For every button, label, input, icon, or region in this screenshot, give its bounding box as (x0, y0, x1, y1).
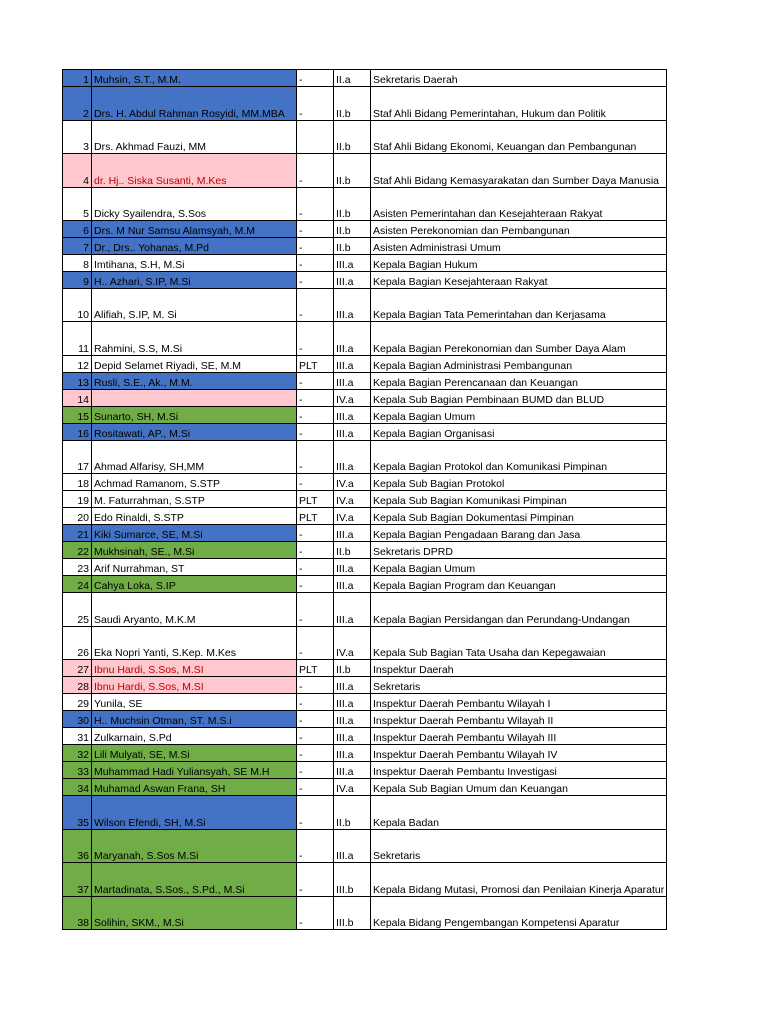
plt-cell[interactable]: - (297, 745, 334, 762)
row-number-cell[interactable]: 34 (63, 779, 92, 796)
golongan-cell[interactable]: III.a (334, 762, 371, 779)
jabatan-cell[interactable]: Kepala Sub Bagian Pembinaan BUMD dan BLUD (371, 390, 667, 407)
golongan-cell[interactable]: II.b (334, 188, 371, 221)
plt-cell[interactable] (297, 121, 334, 154)
row-number-cell[interactable]: 8 (63, 255, 92, 272)
row-number-cell[interactable]: 2 (63, 87, 92, 121)
golongan-cell[interactable]: II.b (334, 238, 371, 255)
table-row (63, 255, 667, 272)
golongan-cell[interactable]: IV.a (334, 390, 371, 407)
name-cell[interactable]: Depid Selamet Riyadi, SE, M.M (92, 356, 297, 373)
table-row (63, 424, 667, 441)
name-cell[interactable]: Sunarto, SH, M.Si (92, 407, 297, 424)
golongan-cell[interactable]: II.b (334, 660, 371, 677)
table-row (63, 508, 667, 525)
jabatan-cell[interactable]: Asisten Perekonomian dan Pembangunan (371, 221, 667, 238)
plt-cell[interactable]: - (297, 322, 334, 356)
plt-cell[interactable]: - (297, 373, 334, 390)
jabatan-cell[interactable]: Kepala Bagian Protokol dan Komunikasi Pimpinan (371, 441, 667, 474)
golongan-cell[interactable]: II.b (334, 221, 371, 238)
table-row (63, 188, 667, 221)
golongan-cell[interactable]: III.a (334, 559, 371, 576)
table-row (63, 491, 667, 508)
jabatan-cell[interactable]: Kepala Bagian Umum (371, 559, 667, 576)
table-row (63, 728, 667, 745)
golongan-cell[interactable]: III.a (334, 255, 371, 272)
name-cell[interactable]: Yunila, SE (92, 694, 297, 711)
row-number-cell[interactable]: 24 (63, 576, 92, 593)
table-row (63, 272, 667, 289)
name-cell[interactable]: Ibnu Hardi, S.Sos, M.SI (92, 660, 297, 677)
row-number-cell[interactable]: 10 (63, 289, 92, 322)
name-cell[interactable]: Kiki Sumarce, SE, M.Si (92, 525, 297, 542)
table-row (63, 221, 667, 238)
name-cell[interactable]: Edo Rinaldi, S.STP (92, 508, 297, 525)
table-row (63, 154, 667, 188)
jabatan-cell[interactable]: Kepala Sub Bagian Komunikasi Pimpinan (371, 491, 667, 508)
plt-cell[interactable]: PLT (297, 356, 334, 373)
row-number-cell[interactable]: 11 (63, 322, 92, 356)
plt-cell[interactable]: - (297, 87, 334, 121)
jabatan-cell[interactable]: Inspektur Daerah Pembantu Wilayah III (371, 728, 667, 745)
golongan-cell[interactable]: II.b (334, 121, 371, 154)
table-row (63, 238, 667, 255)
jabatan-cell[interactable]: Inspektur Daerah (371, 660, 667, 677)
name-cell[interactable]: Dr., Drs.. Yohanas, M.Pd (92, 238, 297, 255)
jabatan-cell[interactable]: Staf Ahli Bidang Ekonomi, Keuangan dan Pembangunan (371, 121, 667, 154)
row-number-cell[interactable]: 37 (63, 863, 92, 897)
plt-cell[interactable]: - (297, 289, 334, 322)
golongan-cell[interactable]: III.a (334, 373, 371, 390)
golongan-cell[interactable]: III.a (334, 576, 371, 593)
plt-cell[interactable]: - (297, 407, 334, 424)
jabatan-cell[interactable]: Inspektur Daerah Pembantu Wilayah IV (371, 745, 667, 762)
row-number-cell[interactable]: 22 (63, 542, 92, 559)
jabatan-cell[interactable]: Kepala Bagian Program dan Keuangan (371, 576, 667, 593)
name-cell[interactable]: M. Faturrahman, S.STP (92, 491, 297, 508)
golongan-cell[interactable]: IV.a (334, 779, 371, 796)
table-row (63, 356, 667, 373)
golongan-cell[interactable]: II.b (334, 87, 371, 121)
jabatan-cell[interactable]: Kepala Bagian Pengadaan Barang dan Jasa (371, 525, 667, 542)
golongan-cell[interactable]: III.a (334, 289, 371, 322)
name-cell[interactable]: Solihin, SKM., M.Si (92, 897, 297, 930)
plt-cell[interactable]: - (297, 154, 334, 188)
plt-cell[interactable]: PLT (297, 508, 334, 525)
plt-cell[interactable]: PLT (297, 660, 334, 677)
plt-cell[interactable]: PLT (297, 491, 334, 508)
jabatan-cell[interactable]: Kepala Bagian Organisasi (371, 424, 667, 441)
plt-cell[interactable]: - (297, 593, 334, 627)
name-cell[interactable]: Muhsin, S.T., M.M. (92, 70, 297, 87)
row-number-cell[interactable]: 23 (63, 559, 92, 576)
golongan-cell[interactable]: III.a (334, 830, 371, 863)
plt-cell[interactable]: - (297, 70, 334, 87)
plt-cell[interactable]: - (297, 728, 334, 745)
plt-cell[interactable]: - (297, 830, 334, 863)
name-cell[interactable]: Rositawati, AP., M.Si (92, 424, 297, 441)
name-cell[interactable]: Wilson Efendi, SH, M.Si (92, 796, 297, 830)
table-row (63, 559, 667, 576)
golongan-cell[interactable]: III.a (334, 407, 371, 424)
row-number-cell[interactable]: 32 (63, 745, 92, 762)
name-cell[interactable]: Muhamad Aswan Frana, SH (92, 779, 297, 796)
plt-cell[interactable]: - (297, 474, 334, 491)
row-number-cell[interactable]: 18 (63, 474, 92, 491)
row-number-cell[interactable]: 13 (63, 373, 92, 390)
spreadsheet-table (62, 69, 667, 930)
golongan-cell[interactable]: II.b (334, 154, 371, 188)
row-number-cell[interactable]: 35 (63, 796, 92, 830)
jabatan-cell[interactable]: Kepala Bagian Umum (371, 407, 667, 424)
jabatan-cell[interactable]: Sekretaris (371, 677, 667, 694)
jabatan-cell[interactable]: Inspektur Daerah Pembantu Wilayah I (371, 694, 667, 711)
row-number-cell[interactable]: 20 (63, 508, 92, 525)
row-number-cell[interactable]: 36 (63, 830, 92, 863)
jabatan-cell[interactable]: Kepala Bidang Mutasi, Promosi dan Penilaian Kinerja Aparatur (371, 863, 667, 897)
golongan-cell[interactable]: III.a (334, 593, 371, 627)
plt-cell[interactable]: - (297, 762, 334, 779)
table-row (63, 525, 667, 542)
table-row (63, 711, 667, 728)
golongan-cell[interactable]: III.a (334, 711, 371, 728)
spreadsheet-body (63, 70, 667, 930)
table-row (63, 660, 667, 677)
jabatan-cell[interactable]: Kepala Bidang Pengembangan Kompetensi Aparatur (371, 897, 667, 930)
row-number-cell[interactable]: 19 (63, 491, 92, 508)
name-cell[interactable]: Arif Nurrahman, ST (92, 559, 297, 576)
jabatan-cell[interactable]: Inspektur Daerah Pembantu Wilayah II (371, 711, 667, 728)
golongan-cell[interactable]: IV.a (334, 491, 371, 508)
row-number-cell[interactable]: 4 (63, 154, 92, 188)
jabatan-cell[interactable]: Sekretaris DPRD (371, 542, 667, 559)
name-cell[interactable]: Mukhsinah, SE., M.Si (92, 542, 297, 559)
table-row (63, 474, 667, 491)
row-number-cell[interactable]: 9 (63, 272, 92, 289)
name-cell[interactable]: Ahmad Alfarisy, SH,MM (92, 441, 297, 474)
row-number-cell[interactable]: 31 (63, 728, 92, 745)
table-row (63, 762, 667, 779)
row-number-cell[interactable]: 12 (63, 356, 92, 373)
row-number-cell[interactable]: 17 (63, 441, 92, 474)
plt-cell[interactable]: - (297, 694, 334, 711)
golongan-cell[interactable]: II.b (334, 542, 371, 559)
plt-cell[interactable]: - (297, 711, 334, 728)
jabatan-cell[interactable]: Kepala Bagian Perekonomian dan Sumber Daya Alam (371, 322, 667, 356)
row-number-cell[interactable]: 1 (63, 70, 92, 87)
jabatan-cell[interactable]: Kepala Bagian Persidangan dan Perundang-Undangan (371, 593, 667, 627)
name-cell[interactable]: Zulkarnain, S.Pd (92, 728, 297, 745)
row-number-cell[interactable]: 27 (63, 660, 92, 677)
plt-cell[interactable]: - (297, 863, 334, 897)
table-row (63, 121, 667, 154)
table-row (63, 830, 667, 863)
name-cell[interactable]: Ibnu Hardi, S.Sos, M.SI (92, 677, 297, 694)
row-number-cell[interactable]: 21 (63, 525, 92, 542)
table-row (63, 390, 667, 407)
golongan-cell[interactable]: III.b (334, 863, 371, 897)
jabatan-cell[interactable]: Kepala Sub Bagian Tata Usaha dan Kepegawaian (371, 627, 667, 660)
table-row (63, 441, 667, 474)
row-number-cell[interactable]: 7 (63, 238, 92, 255)
name-cell[interactable]: Alifiah, S.IP, M. Si (92, 289, 297, 322)
plt-cell[interactable]: - (297, 188, 334, 221)
plt-cell[interactable]: - (297, 390, 334, 407)
plt-cell[interactable]: - (297, 897, 334, 930)
row-number-cell[interactable]: 16 (63, 424, 92, 441)
name-cell[interactable]: Maryanah, S.Sos M.Si (92, 830, 297, 863)
jabatan-cell[interactable]: Kepala Sub Bagian Dokumentasi Pimpinan (371, 508, 667, 525)
name-cell[interactable]: Muhammad Hadi Yuliansyah, SE M.H (92, 762, 297, 779)
row-number-cell[interactable]: 38 (63, 897, 92, 930)
plt-cell[interactable]: - (297, 272, 334, 289)
golongan-cell[interactable]: IV.a (334, 627, 371, 660)
golongan-cell[interactable]: III.b (334, 897, 371, 930)
name-cell[interactable]: Drs. Akhmad Fauzi, MM (92, 121, 297, 154)
plt-cell[interactable]: - (297, 677, 334, 694)
jabatan-cell[interactable]: Kepala Bagian Administrasi Pembangunan (371, 356, 667, 373)
plt-cell[interactable]: - (297, 424, 334, 441)
plt-cell[interactable]: - (297, 255, 334, 272)
row-number-cell[interactable]: 3 (63, 121, 92, 154)
golongan-cell[interactable]: III.a (334, 272, 371, 289)
name-cell[interactable]: H.. Muchsin Otman, ST. M.S.i (92, 711, 297, 728)
jabatan-cell[interactable]: Asisten Administrasi Umum (371, 238, 667, 255)
table-row (63, 407, 667, 424)
table-row (63, 70, 667, 87)
row-number-cell[interactable]: 5 (63, 188, 92, 221)
golongan-cell[interactable]: II.a (334, 70, 371, 87)
jabatan-cell[interactable]: Kepala Bagian Hukum (371, 255, 667, 272)
jabatan-cell[interactable]: Kepala Sub Bagian Protokol (371, 474, 667, 491)
row-number-cell[interactable]: 6 (63, 221, 92, 238)
table-row (63, 289, 667, 322)
table-row (63, 322, 667, 356)
jabatan-cell[interactable]: Sekretaris Daerah (371, 70, 667, 87)
row-number-cell[interactable]: 25 (63, 593, 92, 627)
golongan-cell[interactable]: IV.a (334, 508, 371, 525)
name-cell[interactable]: Martadinata, S.Sos., S.Pd., M.Si (92, 863, 297, 897)
golongan-cell[interactable]: III.a (334, 728, 371, 745)
row-number-cell[interactable]: 30 (63, 711, 92, 728)
row-number-cell[interactable]: 26 (63, 627, 92, 660)
table-row (63, 863, 667, 897)
name-cell[interactable]: Eka Nopri Yanti, S.Kep. M.Kes (92, 627, 297, 660)
golongan-cell[interactable]: III.a (334, 525, 371, 542)
plt-cell[interactable]: - (297, 441, 334, 474)
plt-cell[interactable]: - (297, 779, 334, 796)
table-row (63, 373, 667, 390)
golongan-cell[interactable]: IV.a (334, 474, 371, 491)
jabatan-cell[interactable]: Staf Ahli Bidang Pemerintahan, Hukum dan Politik (371, 87, 667, 121)
name-cell[interactable]: H.. Azhari, S.IP, M.Si (92, 272, 297, 289)
jabatan-cell[interactable]: Kepala Bagian Perencanaan dan Keuangan (371, 373, 667, 390)
row-number-cell[interactable]: 29 (63, 694, 92, 711)
name-cell[interactable]: Imtihana, S.H, M.Si (92, 255, 297, 272)
golongan-cell[interactable]: III.a (334, 745, 371, 762)
name-cell[interactable]: Rahmini, S.S, M.Si (92, 322, 297, 356)
plt-cell[interactable]: - (297, 559, 334, 576)
golongan-cell[interactable]: III.a (334, 424, 371, 441)
golongan-cell[interactable]: III.a (334, 322, 371, 356)
plt-cell[interactable]: - (297, 525, 334, 542)
table-row (63, 87, 667, 121)
row-number-cell[interactable]: 28 (63, 677, 92, 694)
plt-cell[interactable]: - (297, 576, 334, 593)
jabatan-cell[interactable]: Asisten Pemerintahan dan Kesejahteraan Rakyat (371, 188, 667, 221)
name-cell[interactable]: dr. Hj.. Siska Susanti, M.Kes (92, 154, 297, 188)
table-row (63, 593, 667, 627)
row-number-cell[interactable]: 33 (63, 762, 92, 779)
golongan-cell[interactable]: III.a (334, 441, 371, 474)
table-row (63, 779, 667, 796)
row-number-cell[interactable]: 14 (63, 390, 92, 407)
jabatan-cell[interactable]: Kepala Bagian Tata Pemerintahan dan Kerjasama (371, 289, 667, 322)
table-row (63, 677, 667, 694)
jabatan-cell[interactable]: Staf Ahli Bidang Kemasyarakatan dan Sumber Daya Manusia (371, 154, 667, 188)
jabatan-cell[interactable]: Inspektur Daerah Pembantu Investigasi (371, 762, 667, 779)
row-number-cell[interactable]: 15 (63, 407, 92, 424)
name-cell[interactable]: Drs. H. Abdul Rahman Rosyidi, MM.MBA (92, 87, 297, 121)
jabatan-cell[interactable]: Kepala Sub Bagian Umum dan Keuangan (371, 779, 667, 796)
plt-cell[interactable]: - (297, 627, 334, 660)
name-cell[interactable] (92, 390, 297, 407)
plt-cell[interactable]: - (297, 238, 334, 255)
table-row (63, 542, 667, 559)
name-cell[interactable]: Drs. M Nur Samsu Alamsyah, M.M (92, 221, 297, 238)
plt-cell[interactable]: - (297, 796, 334, 830)
jabatan-cell[interactable]: Kepala Bagian Kesejahteraan Rakyat (371, 272, 667, 289)
golongan-cell[interactable]: III.a (334, 677, 371, 694)
table-row (63, 897, 667, 930)
name-cell[interactable]: Rusli, S.E., Ak., M.M. (92, 373, 297, 390)
plt-cell[interactable]: - (297, 542, 334, 559)
golongan-cell[interactable]: III.a (334, 356, 371, 373)
table-row (63, 745, 667, 762)
jabatan-cell[interactable]: Kepala Badan (371, 796, 667, 830)
name-cell[interactable]: Dicky Syailendra, S.Sos (92, 188, 297, 221)
jabatan-cell[interactable]: Sekretaris (371, 830, 667, 863)
table-row (63, 694, 667, 711)
plt-cell[interactable]: - (297, 221, 334, 238)
table-row (63, 796, 667, 830)
name-cell[interactable]: Saudi Aryanto, M.K.M (92, 593, 297, 627)
name-cell[interactable]: Achmad Ramanom, S.STP (92, 474, 297, 491)
golongan-cell[interactable]: III.a (334, 694, 371, 711)
table-row (63, 576, 667, 593)
name-cell[interactable]: Lili Mulyati, SE, M.Si (92, 745, 297, 762)
golongan-cell[interactable]: II.b (334, 796, 371, 830)
table-row (63, 627, 667, 660)
name-cell[interactable]: Cahya Loka, S.IP (92, 576, 297, 593)
